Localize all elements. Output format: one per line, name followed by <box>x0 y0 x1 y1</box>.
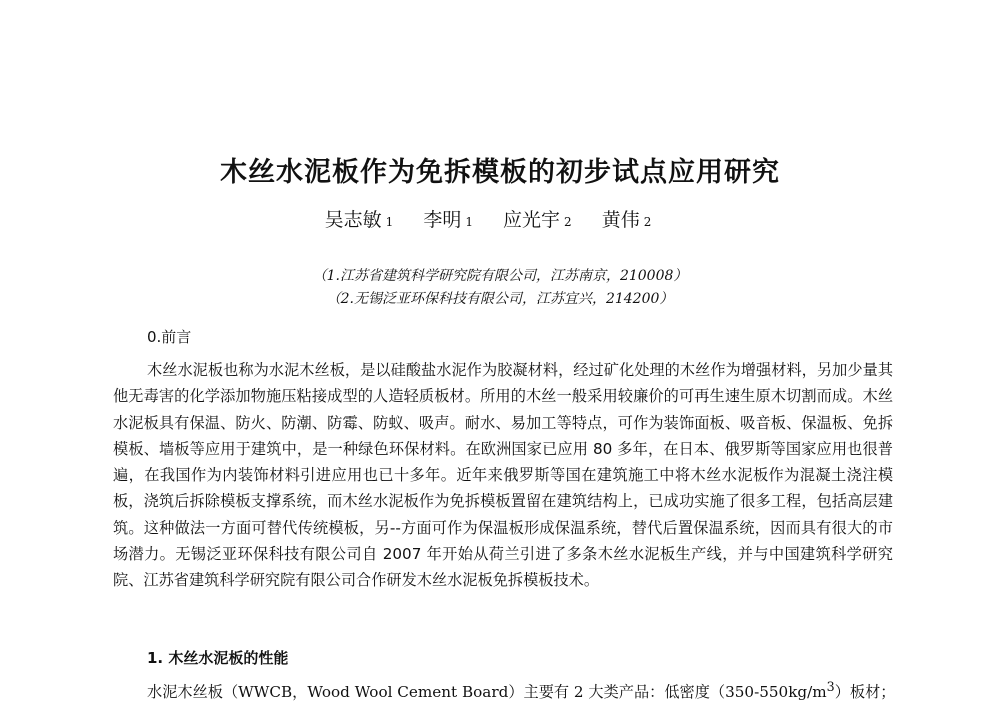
author: 应光宇 2 <box>503 209 572 231</box>
author-list <box>0 205 976 232</box>
author-affiliation-mark: 1 <box>385 215 394 229</box>
affiliation: （1.江苏省建筑科学研究院有限公司，江苏南京，210008） <box>312 268 688 284</box>
author: 李明 1 <box>423 209 473 231</box>
author-affiliation-mark: 1 <box>465 215 473 229</box>
section-heading: 1. 木丝水泥板的性能 <box>147 649 289 667</box>
paper-title: 木丝水泥板作为免拆模板的初步试点应用研究 <box>220 157 780 188</box>
superscript: 3 <box>826 679 835 694</box>
section-body <box>113 357 893 594</box>
author-affiliation-mark: 2 <box>564 215 572 229</box>
author: 黄伟 2 <box>601 209 652 231</box>
paragraph: 木丝水泥板也称为水泥木丝板，是以硅酸盐水泥作为胶凝材料，经过矿化处理的木丝作为增强材料，另加少量其他无毒害的化学添加物施压粘接成型的人造轻质板材。所用的木丝一般采用较廉价的可再生速生原木切割而成。木丝水泥板具有保温、防火、防潮、防霉、防蚁、吸声。耐水、易加工等特点，可作为装饰面板、吸音板、保温板、免拆模板、墙板等应用于建筑中，是一种绿色环保材料。在欧洲国家已应用 80 多年，在日本、俄罗斯等国家应用也很普遍，在我国作为内装饰材料引进应用也已十多年。近年来俄罗斯等国在建筑施工中将木丝水泥板作为混凝土浇注模板，浇筑后拆除模板支撑系统，而木丝水泥板作为免拆模板置留在建筑结构上，已成功实施了很多工程，包括高层建筑。这种做法一方面可替代传统模板，另--方面可作为保温板形成保温系统，替代后置保温系统，因而具有很大的市场潜力。无锡泛亚环保科技有限公司自 2007 年开始从荷兰引进了多条木丝水泥板生产线，并与中国建筑科学研究院、江苏省建筑科学研究院有限公司合作研发木丝水泥板免拆模板技术。 <box>113 361 893 590</box>
section-heading: 0.前言 <box>147 328 192 346</box>
author: 吴志敏 1 <box>324 209 394 231</box>
author-affiliation-mark: 2 <box>643 215 652 229</box>
paragraph-line: 水泥木丝板（WWCB，Wood Wool Cement Board）主要有 2 大类产品：低密度$(350-550kg/m^3)$板材； <box>147 679 896 702</box>
affiliation: （2.无锡泛亚环保科技有限公司，江苏宜兴，214200） <box>326 291 674 307</box>
